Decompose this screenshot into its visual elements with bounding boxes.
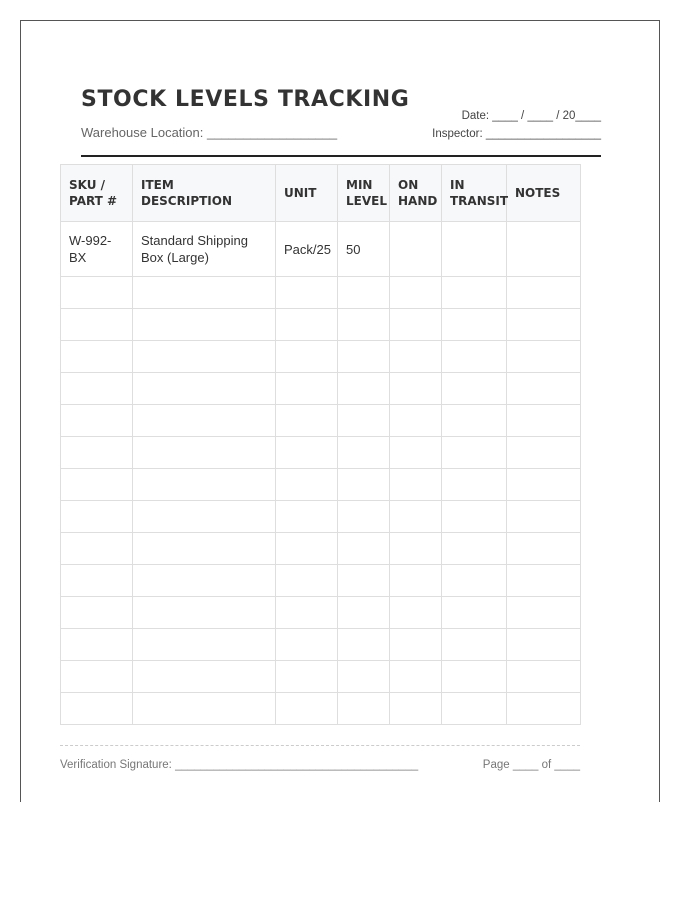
table-row (61, 437, 581, 469)
column-header: SKU / PART # (61, 165, 133, 222)
table-cell[interactable] (133, 277, 276, 309)
table-cell[interactable] (442, 565, 507, 597)
table-cell[interactable] (276, 437, 338, 469)
table-cell[interactable] (61, 629, 133, 661)
table-cell[interactable] (61, 597, 133, 629)
table-row (61, 277, 581, 309)
table-row (61, 341, 581, 373)
stock-table (60, 164, 581, 725)
table-cell[interactable] (507, 469, 581, 501)
table-cell[interactable] (507, 405, 581, 437)
table-cell[interactable] (133, 565, 276, 597)
table-cell[interactable]: 50 (338, 222, 390, 277)
table-cell[interactable] (338, 469, 390, 501)
table-cell[interactable] (133, 373, 276, 405)
table-row (61, 501, 581, 533)
table-cell[interactable] (276, 629, 338, 661)
table-cell[interactable] (442, 501, 507, 533)
table-cell[interactable] (61, 565, 133, 597)
table-row (61, 373, 581, 405)
table-cell[interactable] (133, 469, 276, 501)
table-cell[interactable] (507, 309, 581, 341)
table-cell[interactable] (390, 597, 442, 629)
table-cell[interactable] (507, 222, 581, 277)
table-row (61, 469, 581, 501)
table-cell[interactable] (507, 437, 581, 469)
table-cell[interactable] (61, 405, 133, 437)
table-cell[interactable] (61, 501, 133, 533)
column-header: ITEM DESCRIPTION (133, 165, 276, 222)
table-cell[interactable]: W-992-BX (61, 222, 133, 277)
table-cell[interactable] (390, 309, 442, 341)
column-header: NOTES (507, 165, 581, 222)
table-cell[interactable] (390, 405, 442, 437)
column-header: MIN LEVEL (338, 165, 390, 222)
table-cell[interactable] (442, 469, 507, 501)
table-row (61, 309, 581, 341)
table-row (61, 597, 581, 629)
table-cell[interactable] (442, 693, 507, 725)
table-cell[interactable] (390, 469, 442, 501)
table-cell[interactable] (390, 565, 442, 597)
table-row (61, 533, 581, 565)
table-cell[interactable] (133, 533, 276, 565)
table-cell[interactable] (390, 277, 442, 309)
table-cell[interactable] (338, 693, 390, 725)
table-cell[interactable]: Pack/25 (276, 222, 338, 277)
table-cell[interactable] (390, 341, 442, 373)
table-cell[interactable] (507, 629, 581, 661)
table-cell[interactable] (390, 501, 442, 533)
table-cell[interactable] (338, 341, 390, 373)
table-cell[interactable] (133, 629, 276, 661)
table-cell[interactable] (390, 533, 442, 565)
table-row (61, 405, 581, 437)
table-row (61, 661, 581, 693)
table-cell[interactable] (133, 309, 276, 341)
table-cell[interactable] (133, 661, 276, 693)
table-cell[interactable] (276, 661, 338, 693)
table-cell[interactable] (338, 597, 390, 629)
table-header-row (61, 165, 581, 222)
date-field[interactable]: Date: ____ / ____ / 20____ (461, 110, 601, 122)
table-cell[interactable] (507, 533, 581, 565)
table-cell[interactable] (61, 437, 133, 469)
table-body (61, 222, 581, 725)
table-cell[interactable] (442, 277, 507, 309)
table-cell[interactable] (276, 373, 338, 405)
table-cell[interactable] (442, 437, 507, 469)
table-cell[interactable] (133, 405, 276, 437)
table-row (61, 565, 581, 597)
table-cell[interactable] (338, 629, 390, 661)
table-cell[interactable] (61, 693, 133, 725)
page-title: STOCK LEVELS TRACKING (81, 87, 410, 112)
table-cell[interactable] (338, 533, 390, 565)
table-cell[interactable] (133, 597, 276, 629)
table-cell[interactable] (390, 693, 442, 725)
table-cell[interactable] (507, 501, 581, 533)
table-cell[interactable] (276, 309, 338, 341)
table-cell[interactable] (507, 277, 581, 309)
table-cell[interactable] (338, 661, 390, 693)
table-cell[interactable] (442, 629, 507, 661)
table-cell[interactable] (390, 373, 442, 405)
table-cell[interactable] (276, 597, 338, 629)
table-cell[interactable] (338, 565, 390, 597)
column-header: UNIT (276, 165, 338, 222)
page-number-field[interactable]: Page ____ of ____ (482, 759, 580, 771)
table-cell[interactable] (133, 341, 276, 373)
table-cell[interactable] (338, 277, 390, 309)
table-cell[interactable] (338, 437, 390, 469)
inspector-field[interactable]: Inspector: __________________ (432, 128, 601, 140)
table-cell[interactable] (133, 501, 276, 533)
table-cell[interactable] (276, 469, 338, 501)
table-cell[interactable] (338, 373, 390, 405)
table-cell[interactable] (61, 277, 133, 309)
table-cell[interactable] (507, 597, 581, 629)
table-cell[interactable] (338, 405, 390, 437)
table-cell[interactable] (390, 629, 442, 661)
table-cell[interactable] (390, 661, 442, 693)
form-footer (60, 745, 580, 771)
table-cell[interactable] (390, 437, 442, 469)
table-cell[interactable] (61, 373, 133, 405)
table-cell[interactable] (276, 341, 338, 373)
table-cell[interactable] (338, 309, 390, 341)
table-cell[interactable] (507, 661, 581, 693)
table-cell[interactable] (442, 341, 507, 373)
column-header: IN TRANSIT (442, 165, 507, 222)
table-cell[interactable] (133, 693, 276, 725)
table-cell[interactable] (276, 405, 338, 437)
table-cell[interactable] (61, 661, 133, 693)
table-cell[interactable] (61, 469, 133, 501)
table-cell[interactable]: Standard Shipping Box (Large) (133, 222, 276, 277)
warehouse-location-field[interactable]: Warehouse Location: __________________ (81, 125, 338, 140)
table-cell[interactable] (442, 661, 507, 693)
table-cell[interactable] (61, 341, 133, 373)
table-cell[interactable] (442, 405, 507, 437)
table-cell[interactable] (442, 597, 507, 629)
table-cell[interactable] (507, 373, 581, 405)
table-cell[interactable] (61, 533, 133, 565)
table-cell[interactable] (276, 693, 338, 725)
verification-signature-field[interactable]: Verification Signature: ______________________________________ (60, 759, 419, 771)
table-row (61, 629, 581, 661)
table-cell[interactable] (276, 533, 338, 565)
table-row (61, 693, 581, 725)
table-cell[interactable] (390, 222, 442, 277)
table-cell[interactable] (338, 501, 390, 533)
table-cell[interactable] (61, 309, 133, 341)
table-cell[interactable] (442, 309, 507, 341)
table-cell[interactable] (507, 341, 581, 373)
table-cell[interactable] (276, 277, 338, 309)
table-cell[interactable] (442, 373, 507, 405)
table-cell[interactable] (133, 437, 276, 469)
table-row (61, 222, 581, 277)
table-cell[interactable] (276, 501, 338, 533)
table-cell[interactable] (507, 565, 581, 597)
table-cell[interactable] (507, 693, 581, 725)
table-cell[interactable] (276, 565, 338, 597)
form-header (81, 87, 601, 157)
table-cell[interactable] (442, 222, 507, 277)
table-cell[interactable] (442, 533, 507, 565)
column-header: ON HAND (390, 165, 442, 222)
